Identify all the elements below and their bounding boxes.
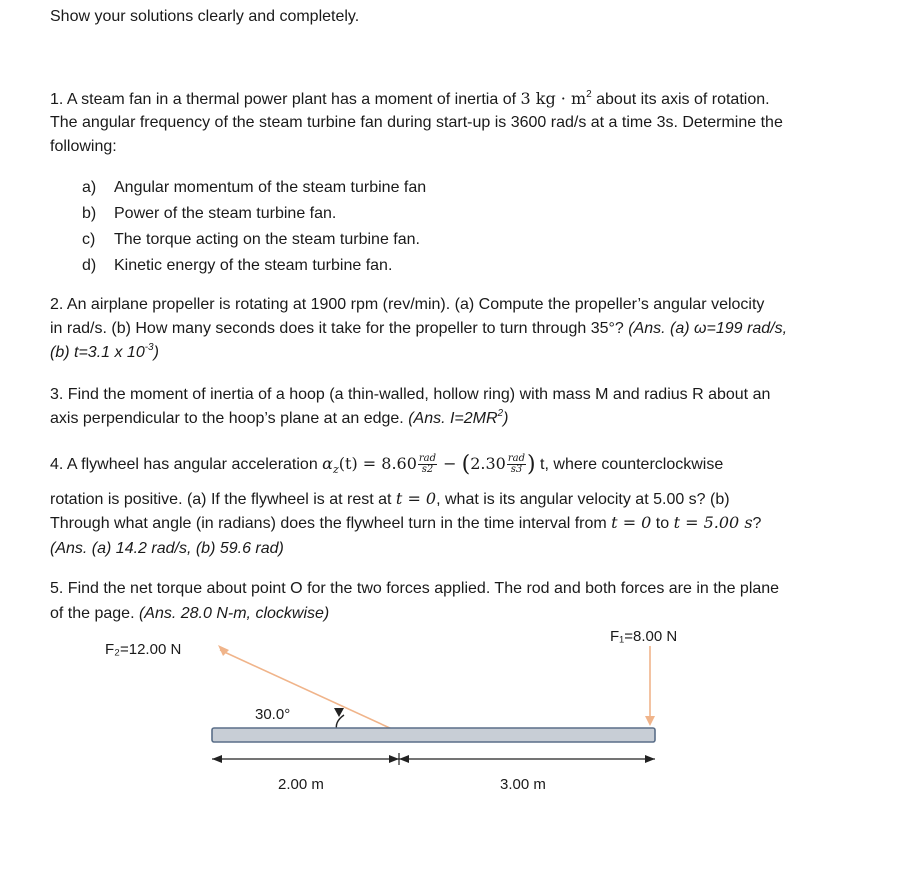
problem-3-text: axis perpendicular to the hoop’s plane at an edge. (50, 410, 409, 427)
problem-1-line-2: The angular frequency of the steam turbine fan during start-up is 3600 rad/s at a time 3s. Determine the (50, 114, 783, 131)
problem-4-question-mark: ? (752, 515, 762, 532)
coefficient: 2.30 (470, 454, 506, 473)
dim-arrow-mid-right-icon (389, 755, 399, 763)
item-text: The torque acting on the steam turbine fan. (114, 231, 420, 248)
problem-2-answer-close: ) (153, 344, 159, 361)
fraction-denominator: s3 (510, 464, 523, 476)
f1-arrowhead-icon (645, 716, 655, 726)
problem-4-text: rotation is positive. (a) If the flywheel is at rest at (50, 491, 396, 508)
problem-2-text: in rad/s. (b) How many seconds does it take for the propeller to turn through 35°? (50, 320, 629, 337)
problem-1-line-3: following: (50, 138, 117, 155)
problem-5-line-1: 5. Find the net torque about point O for the two forces applied. The rod and both forces are in the plane (50, 580, 780, 597)
dim-arrow-right-icon (645, 755, 655, 763)
problem-1-inertia-value: 3 kg · m (520, 89, 587, 108)
problem-4-text-end: t, where counterclockwise (535, 456, 724, 473)
item-letter: c) (82, 231, 96, 248)
fraction-denominator: s2 (421, 464, 434, 476)
problem-1-text-end: about its axis of rotation. (591, 91, 770, 108)
problem-3-answer-exponent: 2 (497, 408, 504, 419)
rod (212, 728, 655, 742)
problem-3-answer-close: ) (503, 410, 509, 427)
problem-3-line-1: 3. Find the moment of inertia of a hoop (a thin-walled, hollow ring) with mass M and radius R about an (50, 386, 771, 403)
item-letter: d) (82, 257, 97, 274)
alpha-symbol: α (322, 454, 333, 473)
item-text: Kinetic energy of the steam turbine fan. (114, 257, 393, 274)
math-t-end: t = 5.00 s (673, 513, 753, 532)
problem-1-text: 1. A steam fan in a thermal power plant has a moment of inertia of (50, 91, 521, 108)
item-letter: b) (82, 205, 97, 222)
dimension-label-2m: 2.00 m (278, 776, 324, 793)
problem-4-text-to: to (651, 515, 674, 532)
problem-2-line-1: 2. An airplane propeller is rotating at 1900 rpm (rev/min). (a) Compute the propeller’s angular velocity (50, 296, 765, 313)
problem-5-text: of the page. (50, 605, 139, 622)
problem-4-answer: (Ans. (a) 14.2 rad/s, (b) 59.6 rad) (50, 540, 284, 557)
problem-2-answer-b: (b) t=3.1 x 10 (50, 344, 145, 361)
alpha-subscript: z (332, 463, 339, 477)
right-paren: ) (527, 452, 536, 477)
alpha-argument: (t) = 8.60 (338, 454, 417, 473)
problem-4-text: Through what angle (in radians) does the flywheel turn in the time interval from (50, 515, 612, 532)
item-letter: a) (82, 179, 97, 196)
fraction-numerator: rad (418, 453, 437, 465)
f2-arrowhead-icon (218, 645, 229, 656)
minus-sign: − (438, 454, 462, 473)
item-text: Power of the steam turbine fan. (114, 205, 337, 222)
math-t-zero: t = 0 (395, 489, 437, 508)
problem-5-answer: (Ans. 28.0 N-m, clockwise) (138, 605, 330, 622)
problem-1-inertia-exponent: 2 (586, 89, 592, 100)
instructions: Show your solutions clearly and completely. (50, 8, 360, 25)
problem-4-text: 4. A flywheel has angular acceleration (50, 456, 323, 473)
problem-3-answer: (Ans. I=2MR (408, 410, 498, 427)
f1-label: F₁=8.00 N (610, 628, 678, 645)
problem-4-text-end: , what is its angular velocity at 5.00 s? (b) (436, 491, 730, 508)
item-text: Angular momentum of the steam turbine fan (114, 179, 427, 196)
problem-2-answer-exponent: -3 (144, 342, 154, 353)
math-t-start: t = 0 (611, 513, 652, 532)
dimension-label-3m: 3.00 m (500, 776, 546, 793)
dim-arrow-left-icon (212, 755, 222, 763)
problem-2-answer: (Ans. (a) ω=199 rad/s, (628, 320, 788, 337)
f2-force-line (220, 650, 392, 729)
f2-label: F₂=12.00 N (105, 641, 182, 658)
angle-label: 30.0° (255, 706, 291, 723)
fraction-numerator: rad (507, 453, 526, 465)
dim-arrow-mid-left-icon (399, 755, 409, 763)
left-paren: ( (461, 452, 471, 477)
